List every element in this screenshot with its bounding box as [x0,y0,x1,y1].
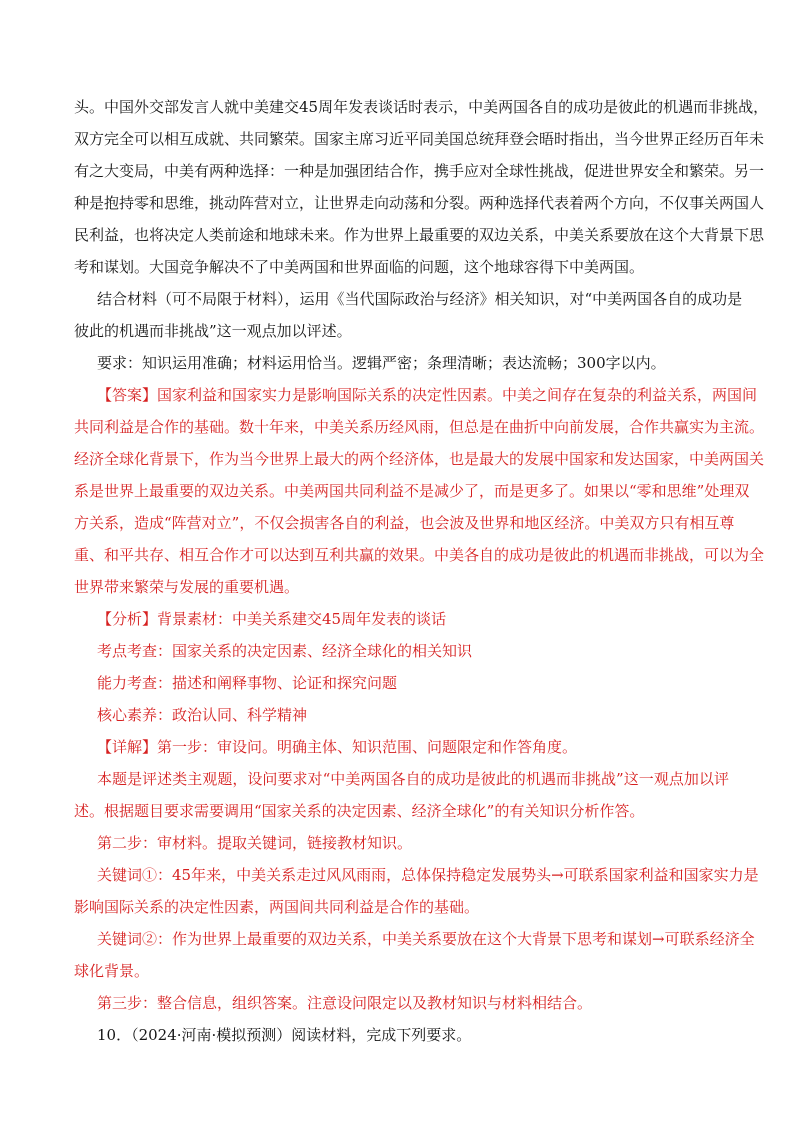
next-question-heading: 10．（2024·河南·模拟预测）阅读材料，完成下列要求。 [97,1026,472,1044]
detail-step1-line: 述。根据题目要求需要调用“国家关系的决定因素、经济全球化”的有关知识分析作答。 [74,802,645,820]
analysis-background: 【分析】背景素材：中美关系建交45周年发表的谈话 [97,610,447,628]
question-line: 结合材料（可不局限于材料），运用《当代国际政治与经济》相关知识，对“中美两国各自的成功是 [97,290,743,308]
material-line: 双方完全可以相互成就、共同繁荣。国家主席习近平同美国总统拜登会晤时指出，当今世界正经历百年未 [74,130,765,148]
question-line: 彼此的机遇而非挑战”这一观点加以评述。 [74,322,352,340]
answer-line: 世界带来繁荣与发展的重要机遇。 [74,578,300,596]
detail-step2: 第二步：审材料。提取关键词，链接教材知识。 [97,834,413,852]
answer-line: 系是世界上最重要的双边关系。中美两国共同利益不是减少了，而是更多了。如果以“零和思维”处理双 [74,482,750,500]
answer-line: 方关系，造成“阵营对立”，不仅会损害各自的利益，也会波及世界和地区经济。中美双方只有相互尊 [74,514,735,532]
material-line: 种是抱持零和思维，挑动阵营对立，让世界走向动荡和分裂。两种选择代表着两个方向，不仅事关两国人 [74,194,765,212]
detail-keyword2-line: 关键词②：作为世界上最重要的双边关系，中美关系要放在这个大背景下思考和谋划→可联系经济全 [97,930,755,948]
material-line: 考和谋划。大国竞争解决不了中美两国和世界面临的问题，这个地球容得下中美两国。 [74,258,645,276]
material-line: 民利益，也将决定人类前途和地球未来。作为世界上最重要的双边关系，中美关系要放在这个大背景下思 [74,226,765,244]
detail-step3: 第三步：整合信息，组织答案。注意设问限定以及教材知识与材料相结合。 [97,994,593,1012]
answer-line: 经济全球化背景下，作为当今世界上最大的两个经济体，也是最大的发展中国家和发达国家，中美两国关 [74,450,765,468]
analysis-literacy: 核心素养：政治认同、科学精神 [97,706,308,724]
answer-line: 重、和平共存、相互合作才可以达到互利共赢的效果。中美各自的成功是彼此的机遇而非挑战，可以为全 [74,546,765,564]
analysis-exam-points: 考点考查：国家关系的决定因素、经济全球化的相关知识 [97,642,473,660]
material-line: 有之大变局，中美有两种选择：一种是加强团结合作，携手应对全球性挑战，促进世界安全和繁荣。另一 [74,162,765,180]
material-line: 头。中国外交部发言人就中美建交45周年发表谈话时表示，中美两国各自的成功是彼此的机遇而非挑战， [74,98,769,116]
detail-step1: 【详解】第一步：审设问。明确主体、知识范围、问题限定和作答角度。 [97,738,578,756]
detail-keyword1-line: 关键词①：45年来，中美关系走过风风雨雨，总体保持稳定发展势头→可联系国家利益和国家实力是 [97,866,759,884]
detail-keyword1-line: 影响国际关系的决定性因素，两国间共同利益是合作的基础。 [74,898,480,916]
analysis-ability: 能力考查：描述和阐释事物、论证和探究问题 [97,674,398,692]
answer-line: 【答案】国家利益和国家实力是影响国际关系的决定性因素。中美之间存在复杂的利益关系，两国间 [97,386,758,404]
answer-line: 共同利益是合作的基础。数十年来，中美关系历经风雨，但总是在曲折中向前发展，合作共赢实为主流。 [74,418,765,436]
detail-keyword2-line: 球化背景。 [74,962,150,980]
question-requirement: 要求：知识运用准确；材料运用恰当。逻辑严密；条理清晰；表达流畅；300字以内。 [97,354,666,372]
detail-step1-line: 本题是评述类主观题，设问要求对“中美两国各自的成功是彼此的机遇而非挑战”这一观点加以评 [97,770,729,788]
